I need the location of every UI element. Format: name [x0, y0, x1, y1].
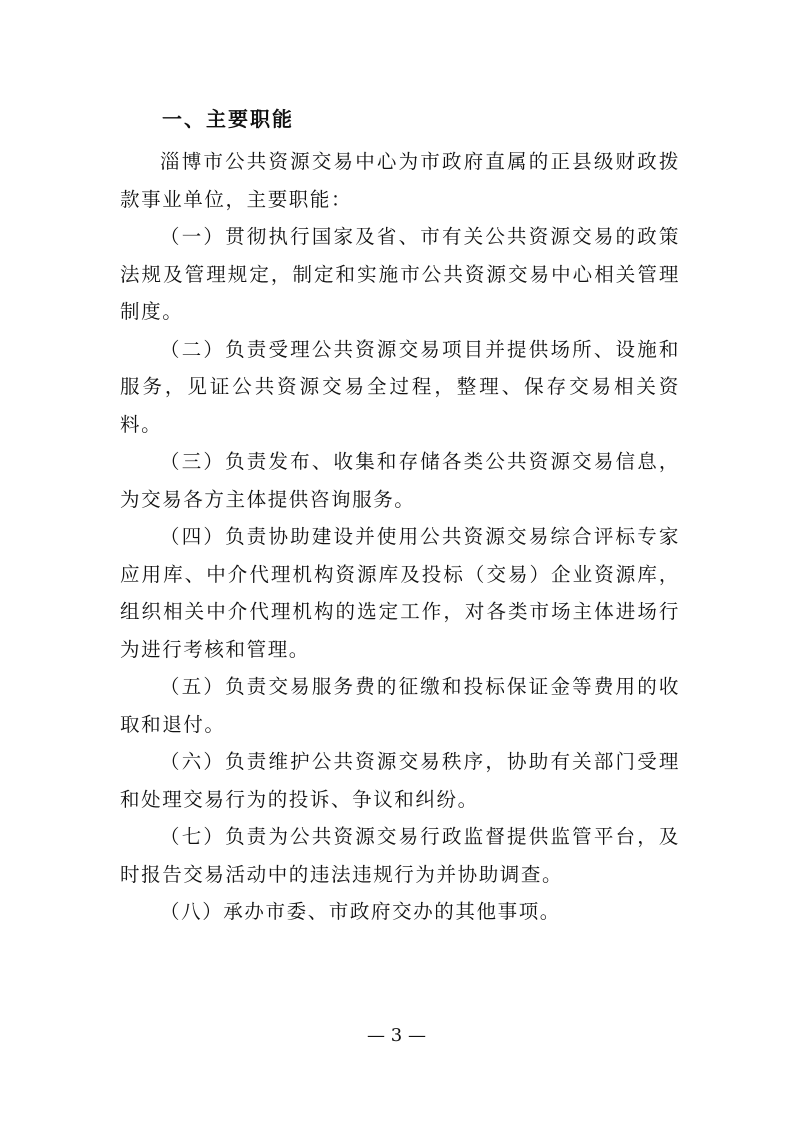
function-item-8: （八）承办市委、市政府交办的其他事项。: [160, 900, 561, 923]
function-item-4: （四）负责协助建设并使用公共资源交易综合评标专家应用库、中介代理机构资源库及投标（交易）企业资源库，组织相关中介代理机构的选定工作，对各类市场主体进场行为进行考核和管理。: [120, 525, 680, 661]
function-item-5: （五）负责交易服务费的征缴和投标保证金等费用的收取和退付。: [120, 675, 680, 736]
function-item-7: （七）负责为公共资源交易行政监督提供监管平台，及时报告交易活动中的违法违规行为并协助调查。: [120, 825, 680, 886]
function-item-3: （三）负责发布、收集和存储各类公共资源交易信息，为交易各方主体提供咨询服务。: [120, 450, 680, 511]
function-item-2: （二）负责受理公共资源交易项目并提供场所、设施和服务，见证公共资源交易全过程，整理、保存交易相关资料。: [120, 337, 680, 436]
intro-paragraph: 淄博市公共资源交易中心为市政府直属的正县级财政拨款事业单位，主要职能：: [120, 150, 680, 211]
section-heading: 一、主要职能: [162, 107, 294, 131]
page-number: — 3 —: [367, 1025, 426, 1046]
function-item-1: （一）贯彻执行国家及省、市有关公共资源交易的政策法规及管理规定，制定和实施市公共资源交易中心相关管理制度。: [120, 225, 680, 323]
document-body: [120, 143, 680, 931]
function-item-6: （六）负责维护公共资源交易秩序，协助有关部门受理和处理交易行为的投诉、争议和纠纷。: [120, 750, 680, 811]
